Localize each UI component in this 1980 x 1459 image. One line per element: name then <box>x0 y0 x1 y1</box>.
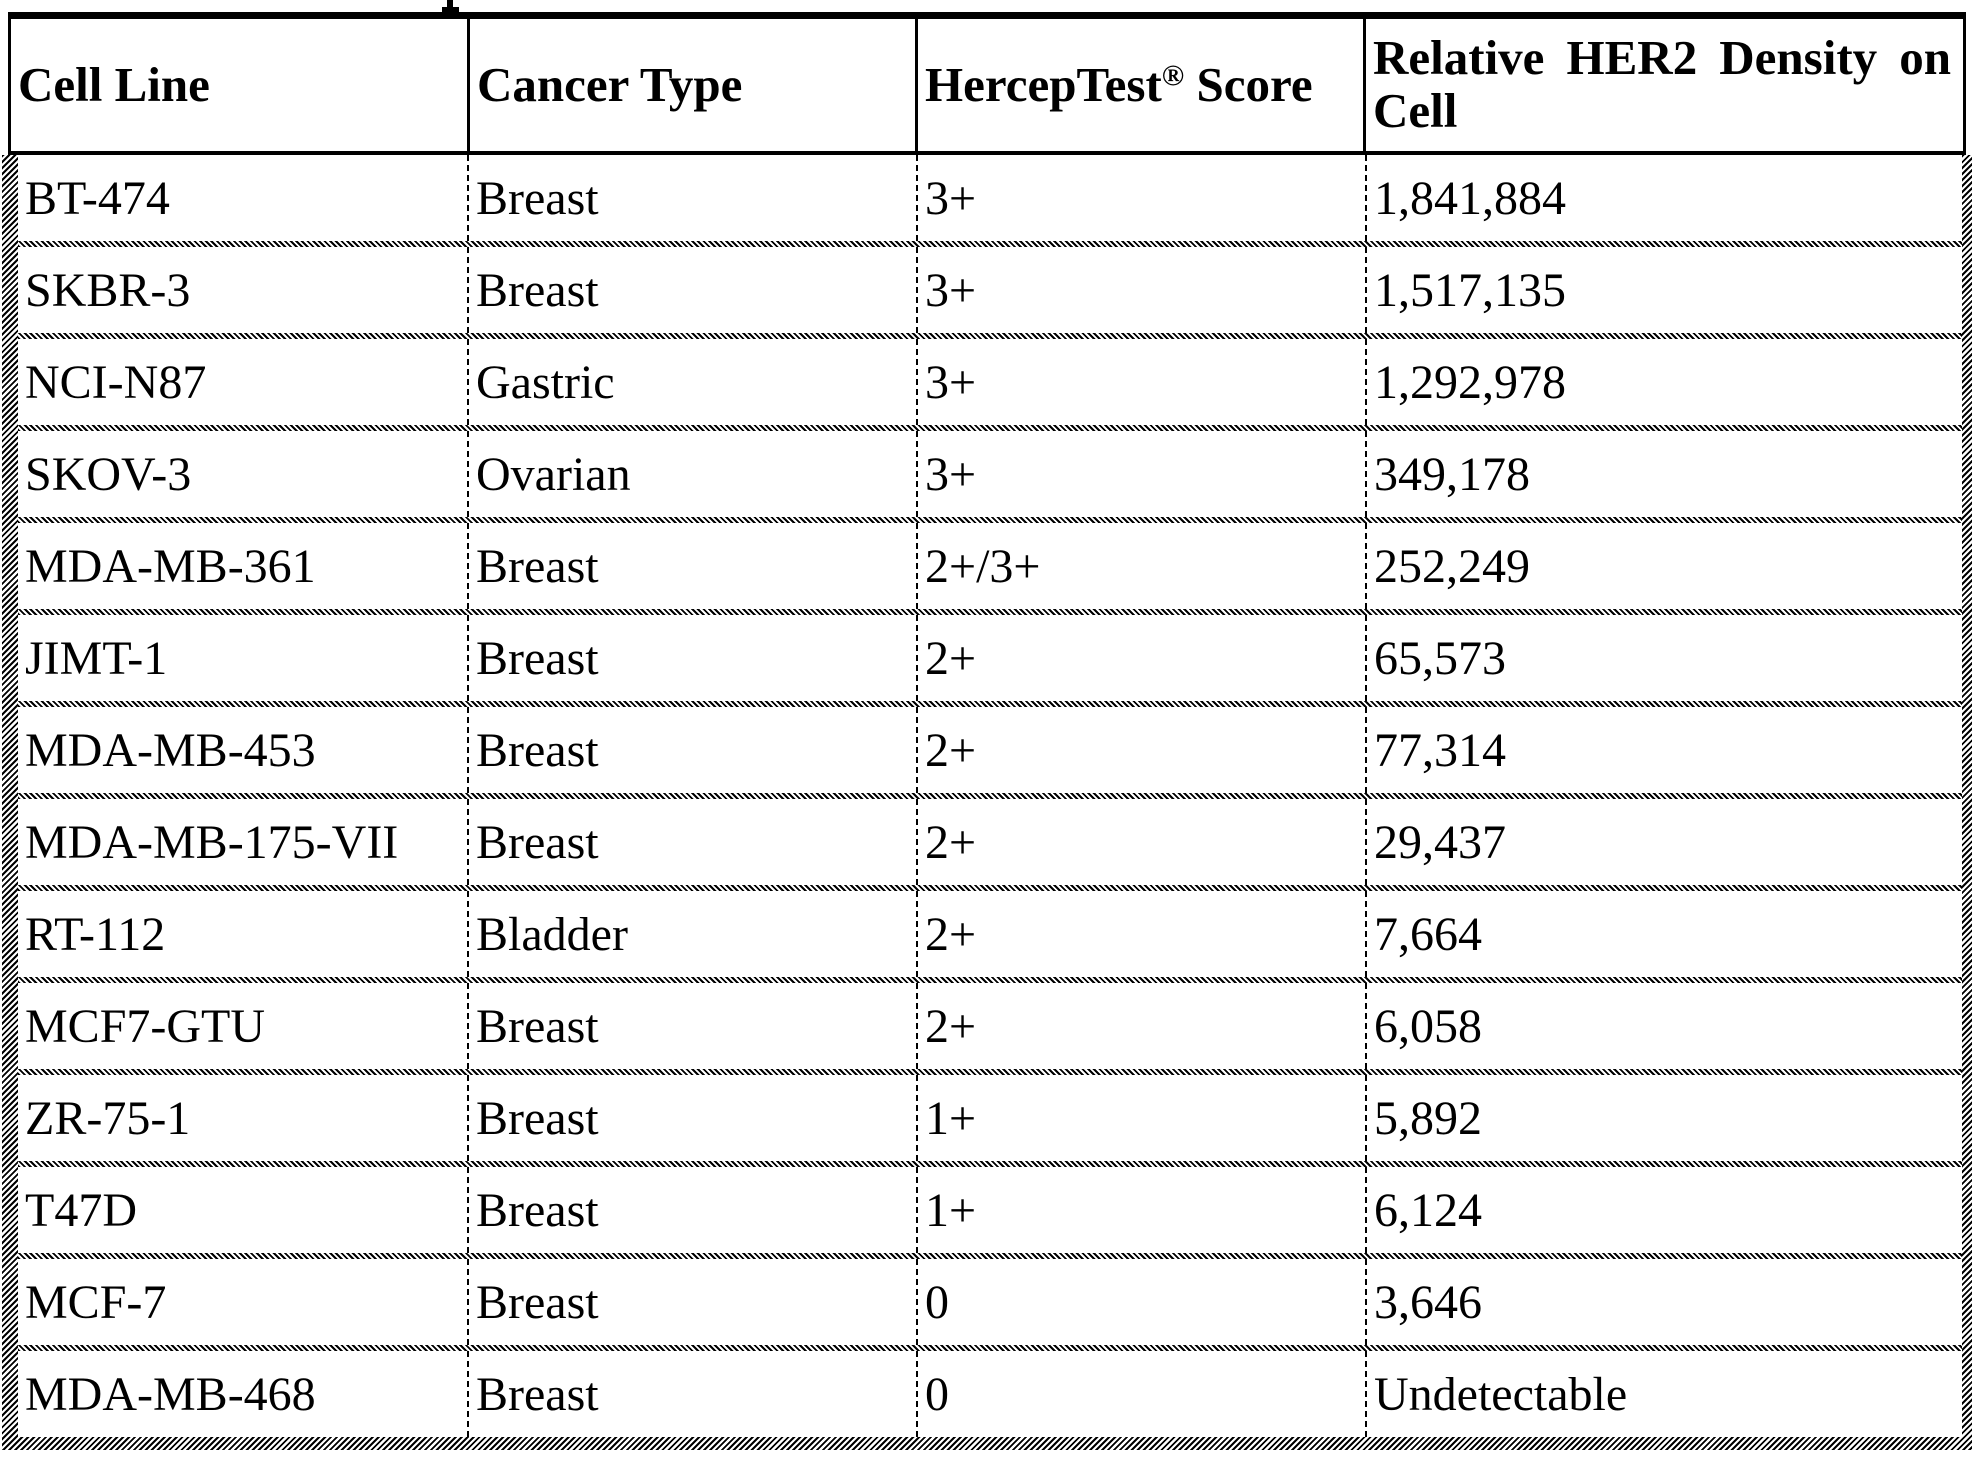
cancer-type-cell <box>467 891 916 977</box>
her2-density-cell <box>1365 431 1962 517</box>
cancer-type-value: Breast <box>476 1091 599 1145</box>
header-cell-line <box>11 19 467 151</box>
cancer-type-value: Breast <box>476 815 599 869</box>
her2-density-cell <box>1365 1351 1962 1437</box>
header-cancer-type <box>467 19 915 151</box>
header-herceptest-score-label: HercepTest® Score <box>925 56 1313 112</box>
cell-line-value: ZR-75-1 <box>25 1091 191 1145</box>
cell-line-value: JIMT-1 <box>25 631 168 685</box>
her2-density-cell <box>1365 155 1962 241</box>
herceptest-score-value: 2+ <box>925 999 977 1053</box>
her2-density-cell <box>1365 523 1962 609</box>
table-row <box>18 1167 1962 1253</box>
her2-density-value: 77,314 <box>1374 723 1506 777</box>
her2-density-value: 3,646 <box>1374 1275 1482 1329</box>
table-row <box>18 247 1962 333</box>
cancer-type-value: Gastric <box>476 355 615 409</box>
cell-line-cell <box>18 799 467 885</box>
table-row <box>18 1075 1962 1161</box>
table-row <box>18 523 1962 609</box>
herceptest-score-cell <box>916 983 1365 1069</box>
her2-density-value: 1,292,978 <box>1374 355 1566 409</box>
her2-density-value: 5,892 <box>1374 1091 1482 1145</box>
table-header-row <box>8 12 1966 155</box>
herceptest-score-cell <box>916 707 1365 793</box>
herceptest-score-cell <box>916 615 1365 701</box>
table-row <box>18 707 1962 793</box>
her2-density-cell <box>1365 247 1962 333</box>
cell-line-cell <box>18 891 467 977</box>
her2-density-value: 65,573 <box>1374 631 1506 685</box>
herceptest-score-cell <box>916 1351 1365 1437</box>
cell-line-cell <box>18 1167 467 1253</box>
herceptest-score-value: 3+ <box>925 447 977 501</box>
herceptest-score-cell <box>916 523 1365 609</box>
cancer-type-value: Breast <box>476 999 599 1053</box>
her2-density-value: Undetectable <box>1374 1367 1628 1421</box>
her2-density-cell <box>1365 339 1962 425</box>
cancer-type-cell <box>467 247 916 333</box>
cancer-type-value: Breast <box>476 1183 599 1237</box>
table-row <box>18 615 1962 701</box>
herceptest-score-value: 3+ <box>925 355 977 409</box>
cell-line-value: MCF7-GTU <box>25 999 266 1053</box>
her2-density-value: 29,437 <box>1374 815 1506 869</box>
header-herceptest-score <box>915 19 1363 151</box>
cell-line-value: BT-474 <box>25 171 170 225</box>
cell-line-value: MDA-MB-468 <box>25 1367 316 1421</box>
table-row <box>18 799 1962 885</box>
cancer-type-cell <box>467 339 916 425</box>
registered-trademark-symbol: ® <box>1161 58 1185 92</box>
cell-line-value: SKBR-3 <box>25 263 191 317</box>
cancer-type-value: Breast <box>476 1275 599 1329</box>
cell-line-cell <box>18 155 467 241</box>
herceptest-score-cell <box>916 1075 1365 1161</box>
cancer-type-value: Breast <box>476 1367 599 1421</box>
herceptest-score-value: 1+ <box>925 1183 977 1237</box>
her2-density-cell <box>1365 707 1962 793</box>
cell-line-value: MDA-MB-361 <box>25 539 316 593</box>
cancer-type-cell <box>467 1075 916 1161</box>
herceptest-score-value: 1+ <box>925 1091 977 1145</box>
cell-line-value: SKOV-3 <box>25 447 192 501</box>
cancer-type-value: Breast <box>476 171 599 225</box>
her2-density-cell <box>1365 983 1962 1069</box>
her2-density-cell <box>1365 1167 1962 1253</box>
her2-density-cell <box>1365 799 1962 885</box>
table-row <box>18 891 1962 977</box>
table-row <box>18 155 1962 241</box>
cell-line-cell <box>18 1351 467 1437</box>
cell-line-cell <box>18 431 467 517</box>
herceptest-score-cell <box>916 339 1365 425</box>
cancer-type-value: Breast <box>476 631 599 685</box>
table-body <box>2 155 1972 1450</box>
her2-cell-line-table <box>8 12 1966 1450</box>
herceptest-score-value: 3+ <box>925 263 977 317</box>
cancer-type-value: Breast <box>476 723 599 777</box>
table-row <box>18 431 1962 517</box>
herceptest-score-cell <box>916 799 1365 885</box>
cancer-type-cell <box>467 1351 916 1437</box>
cancer-type-value: Breast <box>476 263 599 317</box>
herceptest-score-value: 2+ <box>925 723 977 777</box>
herceptest-score-value: 2+ <box>925 631 977 685</box>
her2-density-cell <box>1365 891 1962 977</box>
her2-density-cell <box>1365 1075 1962 1161</box>
her2-density-value: 7,664 <box>1374 907 1482 961</box>
cell-line-cell <box>18 983 467 1069</box>
herceptest-score-cell <box>916 1259 1365 1345</box>
cell-line-value: RT-112 <box>25 907 166 961</box>
cancer-type-cell <box>467 1259 916 1345</box>
cancer-type-cell <box>467 615 916 701</box>
cancer-type-cell <box>467 431 916 517</box>
cancer-type-value: Breast <box>476 539 599 593</box>
herceptest-score-value: 0 <box>925 1275 949 1329</box>
her2-density-value: 252,249 <box>1374 539 1530 593</box>
her2-density-value: 349,178 <box>1374 447 1530 501</box>
her2-density-cell <box>1365 615 1962 701</box>
cell-line-value: NCI-N87 <box>25 355 207 409</box>
herceptest-score-value: 0 <box>925 1367 949 1421</box>
cell-line-cell <box>18 247 467 333</box>
cell-line-cell <box>18 1075 467 1161</box>
cell-line-cell <box>18 707 467 793</box>
cancer-type-cell <box>467 707 916 793</box>
cell-line-value: MDA-MB-453 <box>25 723 316 777</box>
header-her2-density-line1: Relative HER2 Density on <box>1373 30 1951 86</box>
her2-density-cell <box>1365 1259 1962 1345</box>
cancer-type-value: Bladder <box>476 907 628 961</box>
header-cancer-type-label: Cancer Type <box>477 56 743 112</box>
herceptest-score-value: 3+ <box>925 171 977 225</box>
header-her2-density <box>1363 19 1963 151</box>
cell-line-value: T47D <box>25 1183 137 1237</box>
table-row <box>18 1351 1962 1437</box>
herceptest-score-cell <box>916 155 1365 241</box>
cell-line-cell <box>18 615 467 701</box>
cell-line-cell <box>18 523 467 609</box>
table-row <box>18 983 1962 1069</box>
cancer-type-cell <box>467 523 916 609</box>
cancer-type-cell <box>467 1167 916 1253</box>
cancer-type-cell <box>467 799 916 885</box>
her2-density-value: 6,124 <box>1374 1183 1482 1237</box>
herceptest-score-cell <box>916 247 1365 333</box>
cell-line-value: MCF-7 <box>25 1275 167 1329</box>
cell-line-cell <box>18 339 467 425</box>
table-row <box>18 339 1962 425</box>
cancer-type-cell <box>467 155 916 241</box>
header-her2-density-line2: Cell <box>1373 83 1458 138</box>
herceptest-score-cell <box>916 1167 1365 1253</box>
table-row <box>18 1259 1962 1345</box>
her2-density-value: 6,058 <box>1374 999 1482 1053</box>
cell-line-cell <box>18 1259 467 1345</box>
herceptest-score-cell <box>916 891 1365 977</box>
herceptest-score-cell <box>916 431 1365 517</box>
cell-line-value: MDA-MB-175-VII <box>25 815 399 869</box>
her2-density-value: 1,517,135 <box>1374 263 1566 317</box>
herceptest-score-value: 2+ <box>925 907 977 961</box>
cancer-type-value: Ovarian <box>476 447 631 501</box>
her2-density-value: 1,841,884 <box>1374 171 1566 225</box>
herceptest-score-value: 2+ <box>925 815 977 869</box>
herceptest-score-value: 2+/3+ <box>925 539 1041 593</box>
cancer-type-cell <box>467 983 916 1069</box>
header-cell-line-label: Cell Line <box>18 56 210 112</box>
